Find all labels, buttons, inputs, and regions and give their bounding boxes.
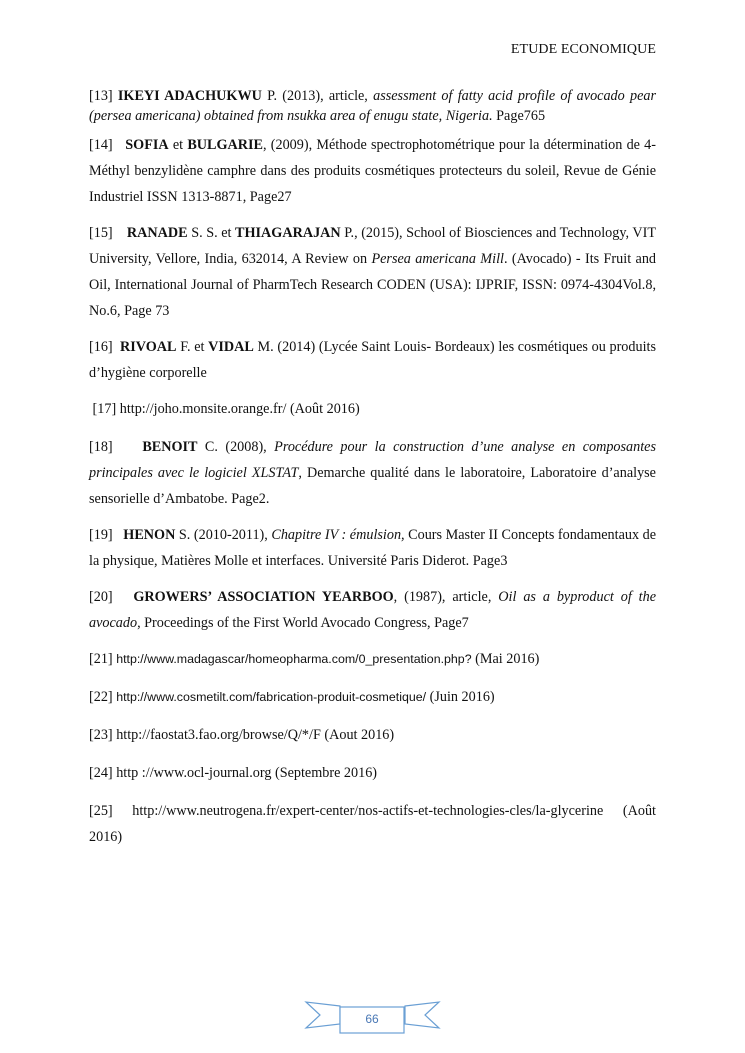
ref-title: Persea americana Mill	[371, 251, 504, 267]
reference-21	[89, 646, 656, 672]
running-header: ETUDE ECONOMIQUE	[510, 42, 656, 57]
ref-link[interactable]: http://faostat3.fao.org/browse/Q/*/F (Aout 2016)	[112, 727, 395, 743]
ref-title: Oil as a byproduct of the avocado	[89, 589, 657, 631]
ref-number: [13]	[89, 88, 113, 104]
reference-19	[89, 522, 656, 574]
ref-text: S. (2010-2011),	[175, 527, 272, 543]
ref-text: P. (2013), article,	[261, 88, 374, 104]
reference-20	[89, 584, 656, 636]
ref-number: [23]	[89, 727, 113, 743]
reference-15	[89, 220, 656, 324]
page-number: 66	[365, 1012, 379, 1026]
ref-author: GROWERS’ ASSOCIATION YEARBOO	[133, 589, 394, 605]
ref-number: [25]	[89, 803, 113, 819]
ref-date: (Juin 2016)	[426, 689, 495, 705]
ref-number: [17]	[92, 401, 117, 417]
reference-24	[89, 760, 656, 786]
ref-text: S. S. et	[187, 225, 236, 241]
page-footer	[0, 998, 745, 1038]
ref-number: [18]	[89, 439, 113, 455]
ref-text: , (1987), article,	[393, 589, 499, 605]
reference-16	[89, 334, 656, 386]
ref-link[interactable]: http://www.madagascar/homeopharma.com/0_presentation.php?	[116, 652, 472, 666]
ref-link[interactable]: http://www.neutrogena.fr/expert-center/nos-actifs-et-technologies-cles/la-glycerine (Août 2016)	[89, 803, 656, 845]
ref-author: BULGARIE	[187, 137, 263, 153]
reference-14	[89, 132, 656, 210]
ref-author: IKEYI ADACHUKWU	[117, 88, 262, 104]
ref-text: Cours Master II Concepts fondamentaux de la physique, Matières Molle et interfaces. Université Paris Diderot. Page3	[89, 527, 656, 569]
ref-text: M. (2014) (Lycée Saint Louis- Bordeaux) les cosmétiques ou produits d’hygiène corporelle	[89, 339, 656, 381]
ref-text: , (2009), Méthode spectrophotométrique pour la détermination de 4-Méthyl benzylidène camphre dans des produits cosmétiques protecteurs du soleil, Revue de Génie Industriel ISSN 1313-8871, Page27	[89, 137, 657, 205]
ref-text: . (Avocado) - Its Fruit and Oil, International Journal of PharmTech Research CODEN (USA): IJPRIF, ISSN: 0974-4304Vol.8, No.6, Page 73	[89, 251, 657, 319]
ref-text: Page765	[492, 108, 546, 124]
ref-author: RIVOAL	[120, 339, 177, 355]
ref-text: P., (2015), School of Biosciences and Technology, VIT University, Vellore, India, 632014, A Review on	[89, 225, 656, 267]
ref-number: [19]	[89, 527, 113, 543]
ref-text: , Proceedings of the First World Avocado Congress, Page7	[137, 615, 469, 631]
ref-author: HENON	[123, 527, 176, 543]
ref-number: [24]	[89, 765, 113, 781]
ref-text: , Demarche qualité dans le laboratoire, Laboratoire d’analyse sensorielle d’Ambatobe. Page2.	[89, 465, 656, 507]
ref-link[interactable]: http ://www.ocl-journal.org (Septembre 2016)	[112, 765, 378, 781]
ref-number: [20]	[89, 589, 113, 605]
ref-number: [21]	[89, 651, 113, 667]
ref-text: et	[168, 137, 188, 153]
ref-title: Procédure pour la construction d’une analyse en composantes principales avec le logiciel XLSTAT	[89, 439, 656, 481]
ref-text: F. et	[176, 339, 209, 355]
ref-author: SOFIA	[125, 137, 169, 153]
ref-author: RANADE	[126, 225, 188, 241]
ref-author: BENOIT	[142, 439, 198, 455]
ref-link[interactable]: http://www.cosmetilt.com/fabrication-produit-cosmetique/	[116, 690, 427, 704]
reference-18	[89, 434, 656, 512]
ref-number: [16]	[89, 339, 113, 355]
ref-number: [15]	[89, 225, 113, 241]
reference-22	[89, 684, 656, 710]
ref-text: C. (2008),	[197, 439, 275, 455]
ref-date: (Mai 2016)	[471, 651, 540, 667]
ref-author: VIDAL	[208, 339, 254, 355]
ref-title: assessment of fatty acid profile of avocado pear (persea americana) obtained from nsukka area of enugu state, Nigeria.	[89, 88, 656, 124]
ref-link[interactable]: http://joho.monsite.orange.fr/ (Août 2016)	[116, 401, 360, 417]
reference-25	[89, 798, 656, 850]
reference-13	[89, 86, 656, 126]
ref-author: THIAGARAJAN	[235, 225, 341, 241]
references-list	[89, 86, 656, 860]
reference-23	[89, 722, 656, 748]
ref-title: Chapitre IV : émulsion,	[271, 527, 405, 543]
ref-number: [14]	[89, 137, 113, 153]
reference-17	[89, 396, 656, 422]
ref-number: [22]	[89, 689, 113, 705]
